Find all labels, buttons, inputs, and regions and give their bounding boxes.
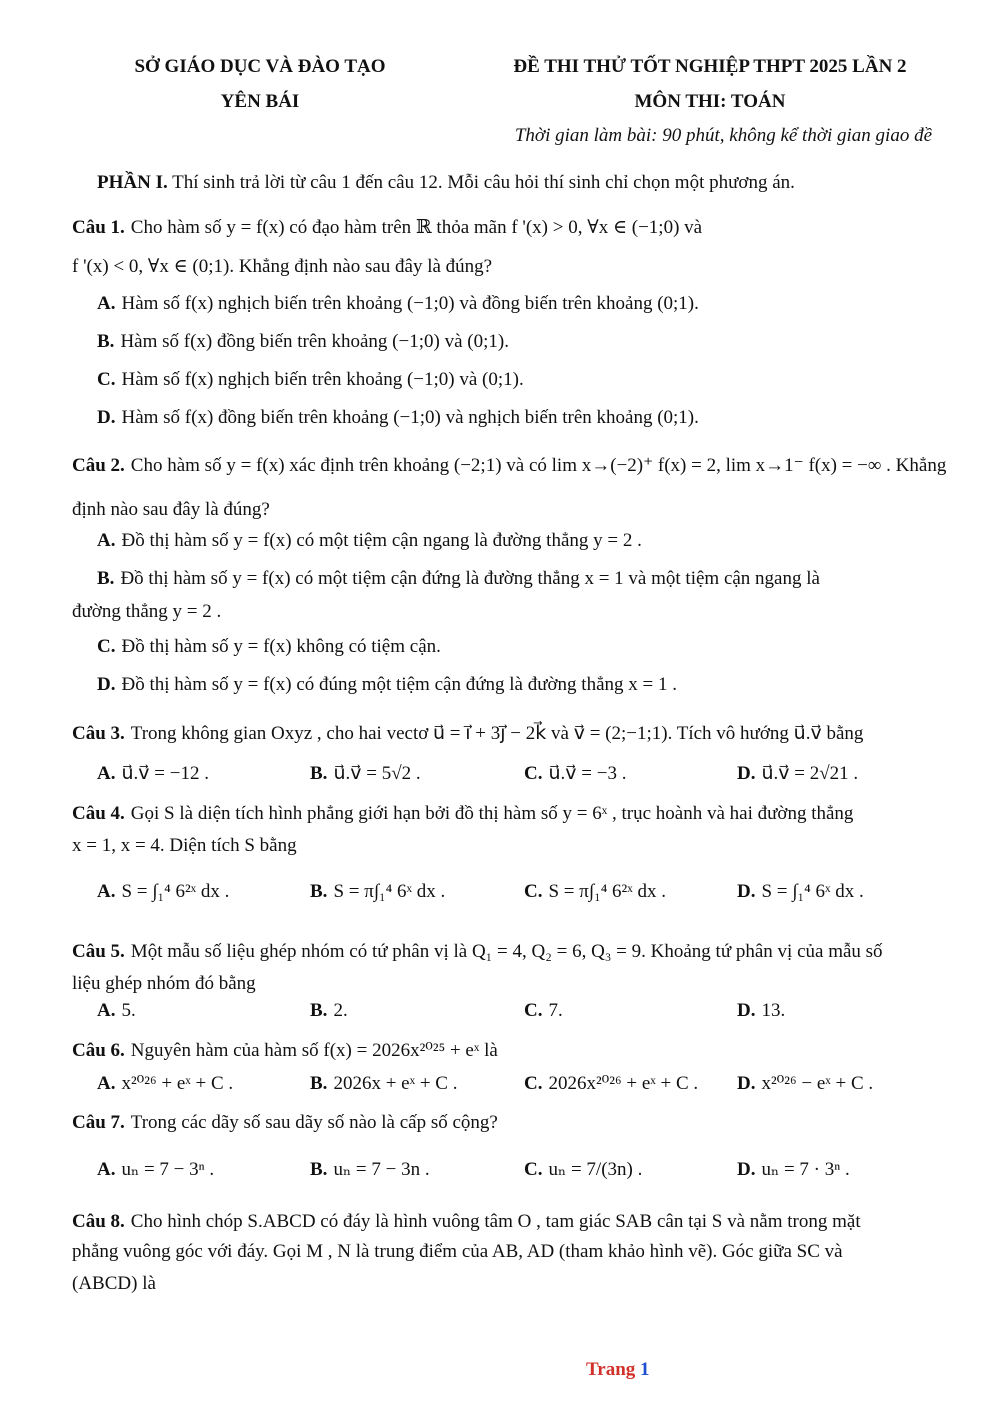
question-6-option-b: B. 2026x + eˣ + C . bbox=[310, 1073, 458, 1094]
question-5-option-a: A. 5. bbox=[97, 1000, 136, 1021]
question-1-line-2: f '(x) < 0, ∀x ∈ (0;1). Khẳng định nào sau đây là đúng? bbox=[72, 256, 493, 277]
question-text: Gọi S là diện tích hình phẳng giới hạn bởi đồ thị hàm số y = 6ˣ , trục hoành và hai đường thẳng bbox=[130, 803, 854, 824]
question-6-option-a: A. x²⁰²⁶ + eˣ + C . bbox=[97, 1073, 234, 1094]
question-label: Câu 3. bbox=[72, 723, 125, 744]
question-label: Câu 8. bbox=[72, 1211, 125, 1232]
question-3-option-d: D. u⃗.v⃗ = 2√21 . bbox=[737, 763, 859, 784]
question-label: Câu 4. bbox=[72, 803, 125, 824]
question-2-option-d: D. Đồ thị hàm số y = f(x) có đúng một tiệm cận đứng là đường thẳng x = 1 . bbox=[97, 674, 677, 695]
question-8-line-3: (ABCD) là bbox=[72, 1273, 156, 1294]
question-5 bbox=[72, 940, 932, 964]
question-text: Cho hình chóp S.ABCD có đáy là hình vuông tâm O , tam giác SAB cân tại S và nằm trong mặt bbox=[130, 1211, 861, 1232]
question-2-option-b: B. Đồ thị hàm số y = f(x) có một tiệm cận đứng là đường thẳng x = 1 và một tiệm cận ngang là bbox=[97, 568, 820, 589]
part-1-text: Thí sinh trả lời từ câu 1 đến câu 12. Mỗi câu hỏi thí sinh chỉ chọn một phương án. bbox=[172, 172, 795, 193]
question-text: Trong không gian Oxyz , cho hai vectơ u⃗ = i⃗ + 3j⃗ − 2k⃗ và v⃗ = (2;−1;1). Tích vô hướng u⃗.v⃗ bằng bbox=[130, 723, 864, 744]
question-text: Nguyên hàm của hàm số f(x) = 2026x²⁰²⁵ + eˣ là bbox=[130, 1040, 498, 1061]
question-1-option-b: B. Hàm số f(x) đồng biến trên khoảng (−1;0) và (0;1). bbox=[97, 331, 509, 352]
question-1-option-d: D. Hàm số f(x) đồng biến trên khoảng (−1;0) và nghịch biến trên khoảng (0;1). bbox=[97, 407, 699, 428]
page-number bbox=[586, 1358, 650, 1382]
department-name: SỞ GIÁO DỤC VÀ ĐÀO TẠO bbox=[134, 56, 386, 77]
question-7-option-d: D. uₙ = 7 · 3ⁿ . bbox=[737, 1159, 850, 1180]
question-text: Cho hàm số y = f(x) xác định trên khoảng (−2;1) và có lim x→(−2)⁺ f(x) = 2, lim x→1⁻ f(x) = −∞ . Khẳng bbox=[130, 455, 947, 476]
question-5-option-c: C. 7. bbox=[524, 1000, 563, 1021]
question-7-option-c: C. uₙ = 7/(3n) . bbox=[524, 1159, 643, 1180]
question-7-option-a: A. uₙ = 7 − 3ⁿ . bbox=[97, 1159, 215, 1180]
question-3 bbox=[72, 722, 932, 746]
question-4-option-d: D. S = ∫₁⁴ 6ˣ dx . bbox=[737, 881, 864, 902]
question-6-option-d: D. x²⁰²⁶ − eˣ + C . bbox=[737, 1073, 874, 1094]
part-1-instruction bbox=[97, 171, 795, 195]
exam-title: ĐỀ THI THỬ TỐT NGHIỆP THPT 2025 LẦN 2 bbox=[513, 56, 907, 77]
question-label: Câu 5. bbox=[72, 941, 125, 962]
question-2-option-c: C. Đồ thị hàm số y = f(x) không có tiệm cận. bbox=[97, 636, 441, 657]
question-label: Câu 6. bbox=[72, 1040, 125, 1061]
exam-duration: Thời gian làm bài: 90 phút, không kể thời gian giao đề bbox=[514, 125, 932, 146]
question-5-option-b: B. 2. bbox=[310, 1000, 348, 1021]
question-2 bbox=[72, 454, 947, 478]
question-4-line-2: x = 1, x = 4. Diện tích S bằng bbox=[72, 835, 297, 856]
part-1-label: PHẦN I. bbox=[97, 172, 168, 193]
question-8-line-2: phẳng vuông góc với đáy. Gọi M , N là trung điểm của AB, AD (tham khảo hình vẽ). Góc giữa SC và bbox=[72, 1241, 843, 1262]
question-label: Câu 7. bbox=[72, 1112, 125, 1133]
question-7 bbox=[72, 1111, 932, 1135]
question-3-option-a: A. u⃗.v⃗ = −12 . bbox=[97, 763, 209, 784]
question-2-option-b-cont: đường thẳng y = 2 . bbox=[72, 601, 222, 622]
question-4 bbox=[72, 802, 932, 826]
question-3-option-b: B. u⃗.v⃗ = 5√2 . bbox=[310, 763, 421, 784]
question-text: Trong các dãy số sau dãy số nào là cấp số cộng? bbox=[130, 1112, 498, 1133]
question-8 bbox=[72, 1210, 932, 1234]
question-3-option-c: C. u⃗.v⃗ = −3 . bbox=[524, 763, 627, 784]
question-5-option-d: D. 13. bbox=[737, 1000, 786, 1021]
page-number-value: 1 bbox=[640, 1359, 650, 1380]
question-4-option-a: A. S = ∫₁⁴ 6²ˣ dx . bbox=[97, 881, 230, 902]
question-1 bbox=[72, 216, 932, 240]
question-1-option-a: A. Hàm số f(x) nghịch biến trên khoảng (−1;0) và đồng biến trên khoảng (0;1). bbox=[97, 293, 699, 314]
question-1-option-c: C. Hàm số f(x) nghịch biến trên khoảng (−1;0) và (0;1). bbox=[97, 369, 524, 390]
question-4-option-b: B. S = π∫₁⁴ 6ˣ dx . bbox=[310, 881, 446, 902]
question-5-line-2: liệu ghép nhóm đó bằng bbox=[72, 973, 256, 994]
question-label: Câu 2. bbox=[72, 455, 125, 476]
subject-title: MÔN THI: TOÁN bbox=[634, 91, 786, 112]
question-2-line-2: định nào sau đây là đúng? bbox=[72, 499, 270, 520]
question-6 bbox=[72, 1039, 932, 1063]
question-7-option-b: B. uₙ = 7 − 3n . bbox=[310, 1159, 430, 1180]
question-label: Câu 1. bbox=[72, 217, 125, 238]
question-4-option-c: C. S = π∫₁⁴ 6²ˣ dx . bbox=[524, 881, 667, 902]
question-text: Một mẫu số liệu ghép nhóm có tứ phân vị là Q₁ = 4, Q₂ = 6, Q₃ = 9. Khoảng tứ phân vị của mẫu số bbox=[130, 941, 883, 962]
province-name: YÊN BÁI bbox=[220, 91, 300, 112]
page-label: Trang bbox=[586, 1359, 636, 1380]
question-text: Cho hàm số y = f(x) có đạo hàm trên ℝ thỏa mãn f '(x) > 0, ∀x ∈ (−1;0) và bbox=[130, 217, 703, 238]
question-2-option-a: A. Đồ thị hàm số y = f(x) có một tiệm cận ngang là đường thẳng y = 2 . bbox=[97, 530, 642, 551]
question-6-option-c: C. 2026x²⁰²⁶ + eˣ + C . bbox=[524, 1073, 699, 1094]
